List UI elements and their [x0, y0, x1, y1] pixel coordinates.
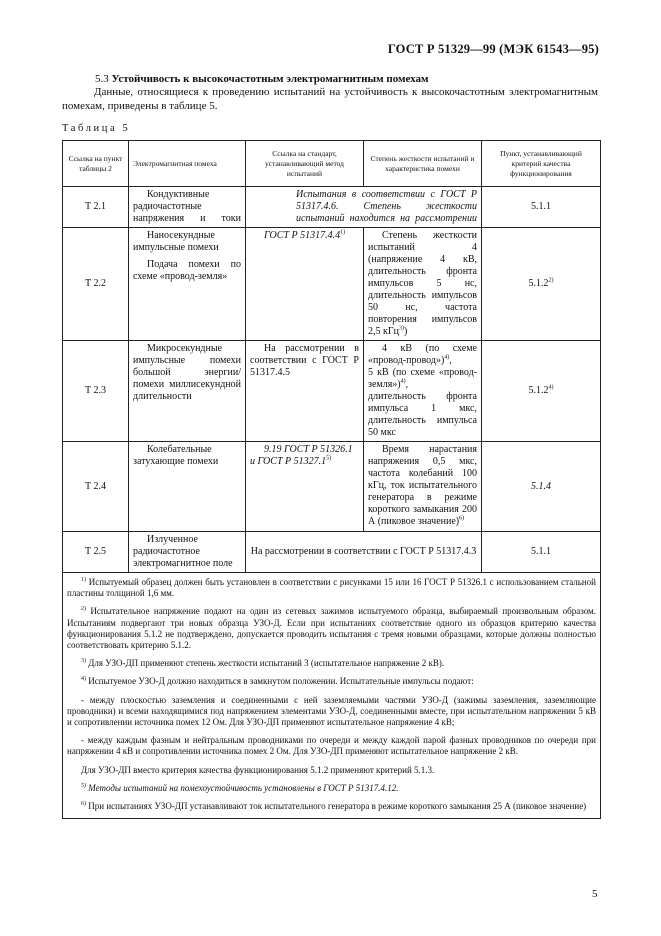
footnote-mark: 4) [81, 676, 86, 683]
footnote-ref: 1) [340, 229, 346, 236]
table-row [63, 532, 601, 573]
table-row [63, 187, 601, 228]
row-disturbance-line-1: Наносекундные импульсные помехи [133, 230, 219, 253]
row-severity-line-1: 4 кВ (по схеме «провод-провод»)$^{4)}$, [368, 343, 477, 366]
footnote-ref: 3) [399, 325, 404, 332]
section-title: Устойчивость к высокочастотным электромагнитным помехам [111, 73, 429, 85]
row-severity-end: ) [404, 326, 408, 337]
footnote-6 [67, 801, 596, 812]
footnote-text: - между каждым фазным и нейтральным проводниками по очереди и между каждой парой фазных проводников по очереди при напряжении 4 кВ и сопротивлении источника помех 2 Ом. Для УЗО-ДП применяют испытательное напряжение 2 кВ. [67, 735, 596, 757]
footnote-5 [67, 783, 596, 794]
header-standard: Ссылка на стандарт, устанавливающий метод испытаний [246, 141, 364, 187]
row-severity-line-3: длительность фронта импульса 1 мкс, длительность импульса 50 мкс [368, 391, 477, 438]
table-row [63, 442, 601, 532]
row-ref: Т 2.3 [63, 341, 129, 442]
table-header-row [63, 141, 601, 187]
row-standard: На рассмотрении в соответствии с ГОСТ Р 51317.4.5 [246, 341, 364, 442]
row-severity-text: Время нарастания напряжения 0,5 мкс, частота колебаний 100 кГц, ток испытательного генератора в режиме короткого замыкания 200 А (пиковое значение) [368, 444, 477, 527]
footnote-3 [67, 658, 596, 669]
row-criterion [482, 341, 601, 442]
footnote-text: - между плоскостью заземления и соединенными с ней заземляемыми частями УЗО-Д (зажимы заземления, заземляющие проводники) и всеми находящимися под напряжением элементами УЗО-Д, соединенными вместе, при испытательном напряжении 5 кВ и сопротивлении источника помех 12 Ом. Для УЗО-ДП применяют испытательное напряжение 4 кВ; [67, 694, 596, 728]
footnote-text: Для УЗО-ДП применяют степень жесткости испытаний 3 (испытательное напряжение 2 кВ). [88, 658, 445, 669]
row-ref: Т 2.1 [63, 187, 129, 228]
footnote-1 [67, 577, 596, 599]
row-severity [364, 228, 482, 341]
footnote-text: Испытуемое УЗО-Д должно находиться в замкнутом положении. Испытательные импульсы подают: [88, 676, 474, 687]
footnote-mark: 3) [81, 658, 86, 665]
row-severity-text-2: 5 кВ (по схеме «провод-земля») [368, 367, 477, 390]
row-standard-severity [246, 187, 482, 228]
row-criterion [482, 228, 601, 341]
footnote-mark: 2) [81, 606, 86, 613]
row-ref: Т 2.4 [63, 442, 129, 532]
footnote-ref: 5) [326, 455, 332, 462]
footnote-4 [67, 676, 596, 687]
row-criterion-text: 5.1.2 [528, 278, 549, 289]
footnote-mark: 6) [81, 801, 86, 808]
table-caption: Таблица 5 [62, 123, 131, 134]
row-criterion: 5.1.4 [482, 442, 601, 532]
row-ref: Т 2.2 [63, 228, 129, 341]
footnote-text: Методы испытаний на помехоустойчивость установлены в ГОСТ Р 51317.4.12. [88, 782, 399, 793]
footnotes [63, 573, 601, 819]
footnotes-row [63, 573, 601, 819]
footnote-4-item-1 [67, 695, 596, 729]
section-heading [95, 73, 429, 85]
document-header: ГОСТ Р 51329—99 (МЭК 61543—95) [387, 42, 599, 56]
footnote-ref: 2) [548, 277, 554, 284]
row-disturbance: Кондуктивные радиочастотные напряжения и токи [129, 187, 246, 228]
section-number: 5.3 [95, 73, 109, 85]
row-standard-text: 9.19 ГОСТ Р 51326.1 и ГОСТ Р 51327.1 [250, 444, 353, 467]
header-ref: Ссылка на пункт таблицы 2 [63, 141, 129, 187]
row-disturbance: Излученное радиочастотное электромагнитное поле [129, 532, 246, 573]
row-disturbance [129, 228, 246, 341]
row-ref: Т 2.5 [63, 532, 129, 573]
row-criterion: 5.1.1 [482, 532, 601, 573]
footnote-ref: 4) [548, 384, 554, 391]
row-standard-severity-text: Испытания в соответствии с ГОСТ Р 51317.4.6. Степень жесткости испытаний находится на рассмотрении [296, 189, 477, 224]
row-standard [246, 442, 364, 532]
footnote-text: Испытательное напряжение подают на один из сетевых зажимов испытуемого образца, выбираемый произвольным образом. Испытаниям подвергают три новых образца УЗО-Д. Если при испытаниях соответствие одного из образцов критерию качества функционирования 5.1.2 не подтверждено, допускается проводить испытания с тремя новыми образцами, которые должны полностью соответствовать критерию 5.1.2. [67, 606, 597, 651]
footnote-ref: 4) [400, 378, 406, 385]
header-severity: Степень жесткости испытаний и характеристика помехи [364, 141, 482, 187]
footnote-4-item-2 [67, 735, 596, 757]
footnote-2 [67, 606, 596, 651]
table-5 [62, 140, 601, 819]
row-severity-text-1: 4 кВ (по схеме «провод-провод») [368, 343, 477, 366]
footnote-mark: 5) [81, 782, 86, 789]
table-row [63, 228, 601, 341]
row-criterion: 5.1.1 [482, 187, 601, 228]
footnote-ref: 4) [444, 354, 450, 361]
row-disturbance: Колебательные затухающие помехи [129, 442, 246, 532]
header-disturbance: Электромагнитная помеха [129, 141, 246, 187]
footnote-text: При испытаниях УЗО-ДП устанавливают ток испытательного генератора в режиме короткого замыкания 25 А (пиковое значение) [88, 801, 587, 812]
row-standard-text: ГОСТ Р 51317.4.4 [264, 230, 341, 241]
page-number: 5 [592, 888, 598, 900]
row-severity [364, 341, 482, 442]
section-intro: Данные, относящиеся к проведению испытаний на устойчивость к высокочастотным электромагнитным помехам, приведены в таблице 5. [62, 86, 598, 112]
row-standard-severity: На рассмотрении в соответствии с ГОСТ Р 51317.4.3 [246, 532, 482, 573]
footnote-mark: 1) [81, 577, 86, 583]
row-severity-text: Степень жесткости испытаний 4 (напряжение 4 кВ, длительность фронта импульсов 5 нс, длительность импульсов 50 нс, частота повторения импульсов 2,5 кГц [368, 230, 477, 337]
header-criterion: Пункт, устанавливающий критерий качества функционирования [482, 141, 601, 187]
row-disturbance-line-2: Подача помехи по схеме «провод-земля» [133, 259, 241, 282]
footnote-ref: 6) [459, 515, 465, 522]
footnote-4-item-3 [67, 765, 596, 776]
footnote-text: Испытуемый образец должен быть установлен в соответствии с рисунками 15 или 16 ГОСТ Р 51326.1 с использованием стальной пластины толщиной 1,6 мм. [67, 577, 596, 599]
row-disturbance: Микросекундные импульсные помехи большой энергии/ помехи миллисекундной длительности [129, 341, 246, 442]
row-criterion-text: 5.1.2 [528, 385, 549, 396]
row-severity [364, 442, 482, 532]
row-standard [246, 228, 364, 341]
table-row [63, 341, 601, 442]
row-severity-line-2: 5 кВ (по схеме «провод-земля»)$^{4)}$, [368, 367, 477, 390]
footnote-text: Для УЗО-ДП вместо критерия качества функционирования 5.1.2 применяют критерий 5.1.3. [81, 764, 435, 775]
